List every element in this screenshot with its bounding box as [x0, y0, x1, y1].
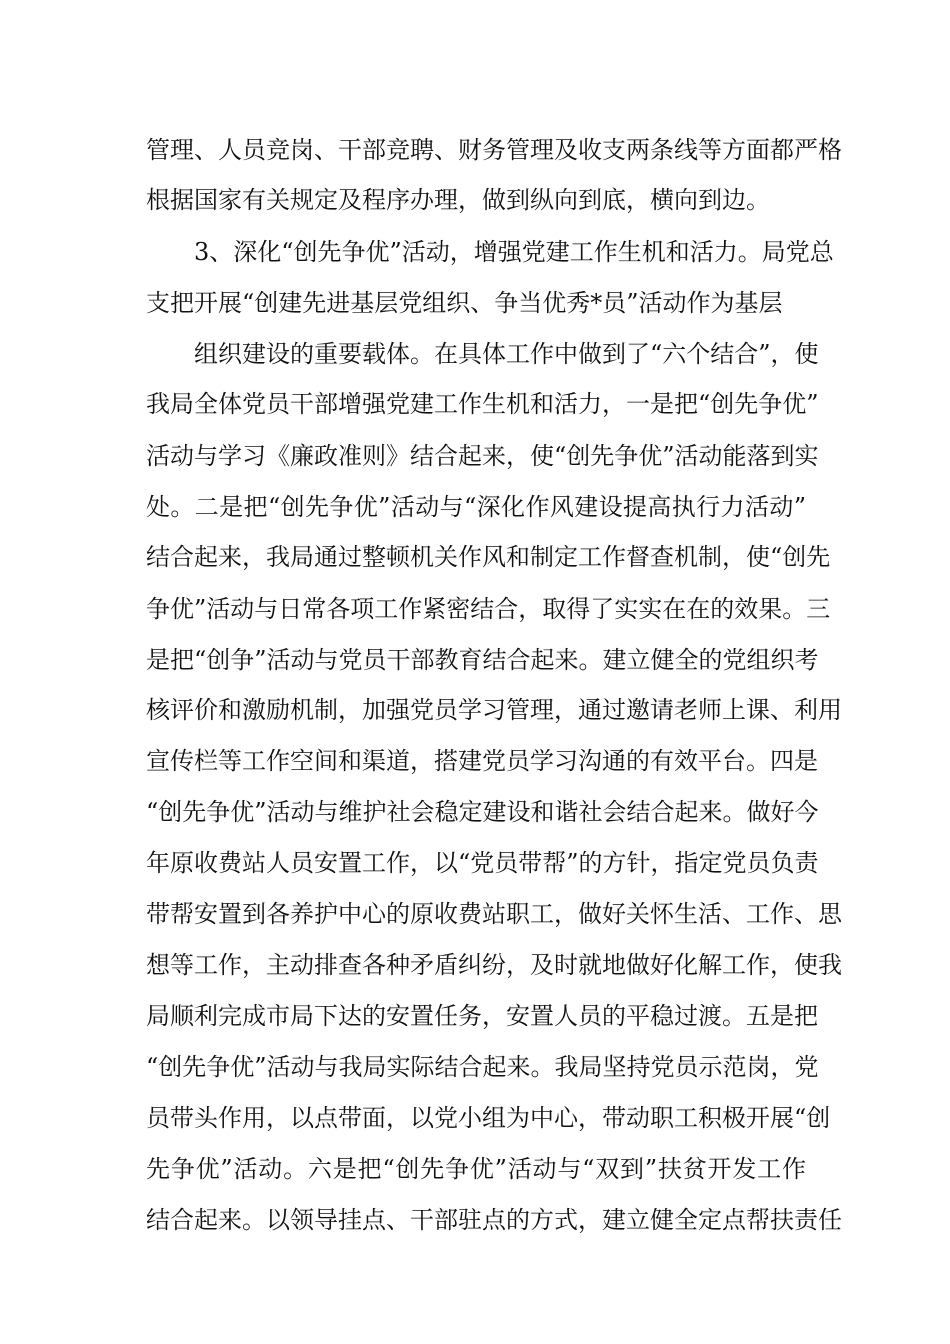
text-line: 年原收费站人员安置工作，以“党员带帮”的方针，指定党员负责 — [146, 849, 819, 877]
text-line: 管理、人员竞岗、干部竞聘、财务管理及收支两条线等方面都严格 — [146, 136, 842, 164]
text-line: 员带头作用，以点带面，以党小组为中心，带动职工积极开展“创 — [146, 1104, 831, 1132]
text-line: 我局全体党员干部增强党建工作生机和活力，一是把“创先争优” — [146, 390, 819, 418]
text-line: 活动与学习《廉政准则》结合起来，使“创先争优”活动能落到实 — [146, 442, 819, 470]
text-line: “创先争优”活动与我局实际结合起来。我局坚持党员示范岗，党 — [146, 1053, 819, 1081]
text-line: 宣传栏等工作空间和渠道，搭建党员学习沟通的有效平台。四是 — [146, 747, 818, 775]
text-line: 支把开展“创建先进基层党组织、争当优秀*员”活动作为基层 — [146, 289, 783, 317]
text-line: 结合起来。以领导挂点、干部驻点的方式，建立健全定点帮扶责任 — [146, 1206, 842, 1234]
text-line: 争优”活动与日常各项工作紧密结合，取得了实实在在的效果。三 — [146, 595, 831, 623]
text-line: 想等工作，主动排查各种矛盾纠纷，及时就地做好化解工作，使我 — [146, 951, 842, 979]
text-line: 组织建设的重要载体。在具体工作中做到了“六个结合”，使 — [194, 340, 819, 368]
text-line: 3、深化“创先争优”活动，增强党建工作生机和活力。局党总 — [194, 238, 834, 266]
text-line: “创先争优”活动与维护社会稳定建设和谐社会结合起来。做好今 — [146, 798, 819, 826]
text-line: 核评价和激励机制，加强党员学习管理，通过邀请老师上课、利用 — [146, 696, 842, 724]
text-line: 结合起来，我局通过整顿机关作风和制定工作督查机制，使“创先 — [146, 543, 831, 571]
text-line: 根据国家有关规定及程序办理，做到纵向到底，横向到边。 — [146, 186, 770, 214]
text-line: 是把“创争”活动与党员干部教育结合起来。建立健全的党组织考 — [146, 646, 819, 674]
text-line: 局顺利完成市局下达的安置任务，安置人员的平稳过渡。五是把 — [146, 1002, 818, 1030]
text-line: 处。二是把“创先争优”活动与“深化作风建设提高执行力活动” — [146, 493, 806, 521]
text-line: 带帮安置到各养护中心的原收费站职工，做好关怀生活、工作、思 — [146, 900, 842, 928]
text-line: 先争优”活动。六是把“创先争优”活动与“双到”扶贫开发工作 — [146, 1155, 806, 1183]
